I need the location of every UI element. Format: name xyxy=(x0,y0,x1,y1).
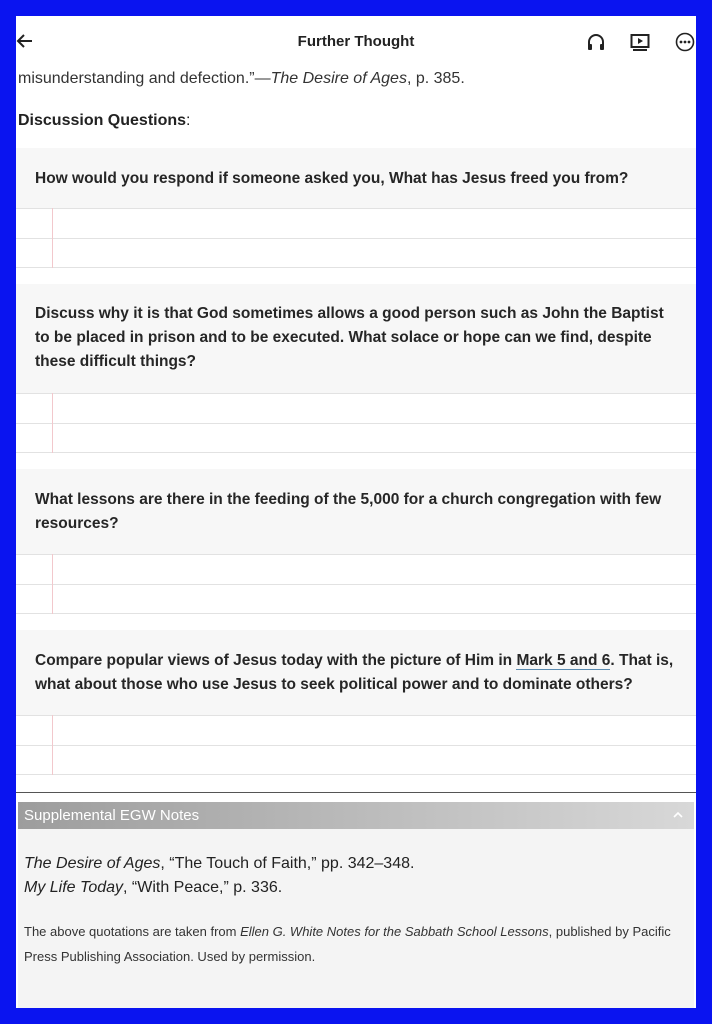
answer-line xyxy=(16,745,696,746)
headphones-icon[interactable] xyxy=(586,32,606,52)
egw-section-title: Supplemental EGW Notes xyxy=(24,807,200,824)
answer-margin xyxy=(52,393,53,453)
question-card-3 xyxy=(16,469,696,554)
discussion-heading-colon: : xyxy=(186,112,191,129)
answer-line xyxy=(16,554,696,555)
egw-reference-2 xyxy=(24,879,282,897)
answer-line xyxy=(16,423,696,424)
answer-line xyxy=(16,393,696,394)
answer-margin xyxy=(52,715,53,775)
question-text-4-start: Compare popular views of Jesus today with the picture of Him in xyxy=(35,652,517,669)
egw-note-book: Ellen G. White Notes for the Sabbath School Lessons xyxy=(240,924,549,939)
answer-line xyxy=(16,267,696,268)
egw-reference-1-detail: , “The Touch of Faith,” pp. 342–348. xyxy=(160,855,415,872)
answer-line xyxy=(16,584,696,585)
egw-reference-2-detail: , “With Peace,” p. 336. xyxy=(123,879,283,896)
quote-source: The Desire of Ages xyxy=(270,70,407,87)
egw-reference-1-book: The Desire of Ages xyxy=(24,855,161,872)
egw-section-body xyxy=(18,829,694,1008)
scripture-link[interactable]: Mark 5 and 6 xyxy=(516,652,611,669)
answer-margin xyxy=(52,554,53,614)
question-text-2: Discuss why it is that God sometimes allows a good person such as John the Baptist to be placed in prison and to be executed. What solace or hope can we find, despite these difficult things? xyxy=(35,305,664,370)
page-title: Further Thought xyxy=(297,33,415,50)
answer-area-3[interactable] xyxy=(16,554,696,614)
question-text-4 xyxy=(35,649,682,697)
question-text-4-end: . That is, what about those who use Jesus to seek political power and to dominate others? xyxy=(35,652,674,693)
egw-reference-1 xyxy=(24,855,414,873)
answer-area-2[interactable] xyxy=(16,393,696,453)
chevron-up-icon[interactable] xyxy=(672,810,684,820)
section-divider xyxy=(16,792,696,793)
answer-line xyxy=(16,208,696,209)
answer-area-4[interactable] xyxy=(16,715,696,775)
egw-section-header[interactable] xyxy=(18,802,694,829)
more-icon[interactable] xyxy=(675,32,695,52)
question-card-1 xyxy=(16,148,696,208)
app-screen xyxy=(16,16,696,1008)
play-video-icon[interactable] xyxy=(630,32,650,52)
question-text-1: How would you respond if someone asked you, What has Jesus freed you from? xyxy=(35,170,629,187)
answer-margin xyxy=(52,208,53,268)
egw-attribution-note xyxy=(24,919,686,969)
answer-line xyxy=(16,715,696,716)
answer-line xyxy=(16,613,696,614)
question-card-2 xyxy=(16,284,696,393)
answer-line xyxy=(16,238,696,239)
egw-note-start: The above quotations are taken from xyxy=(24,924,241,939)
answer-line xyxy=(16,452,696,453)
quote-ending xyxy=(18,70,465,88)
answer-line xyxy=(16,774,696,775)
question-card-4 xyxy=(16,630,696,715)
discussion-heading xyxy=(18,112,191,130)
quote-text: misunderstanding and defection.”— xyxy=(18,70,271,87)
egw-note-end: , published by Pacific Press Publishing Association. Used by permission. xyxy=(24,924,671,964)
top-bar xyxy=(16,16,696,66)
egw-reference-2-book: My Life Today xyxy=(24,879,124,896)
answer-area-1[interactable] xyxy=(16,208,696,268)
question-text-3: What lessons are there in the feeding of the 5,000 for a church congregation with few resources? xyxy=(35,491,662,532)
discussion-heading-label: Discussion Questions xyxy=(18,112,187,129)
quote-page: , p. 385. xyxy=(406,70,465,87)
